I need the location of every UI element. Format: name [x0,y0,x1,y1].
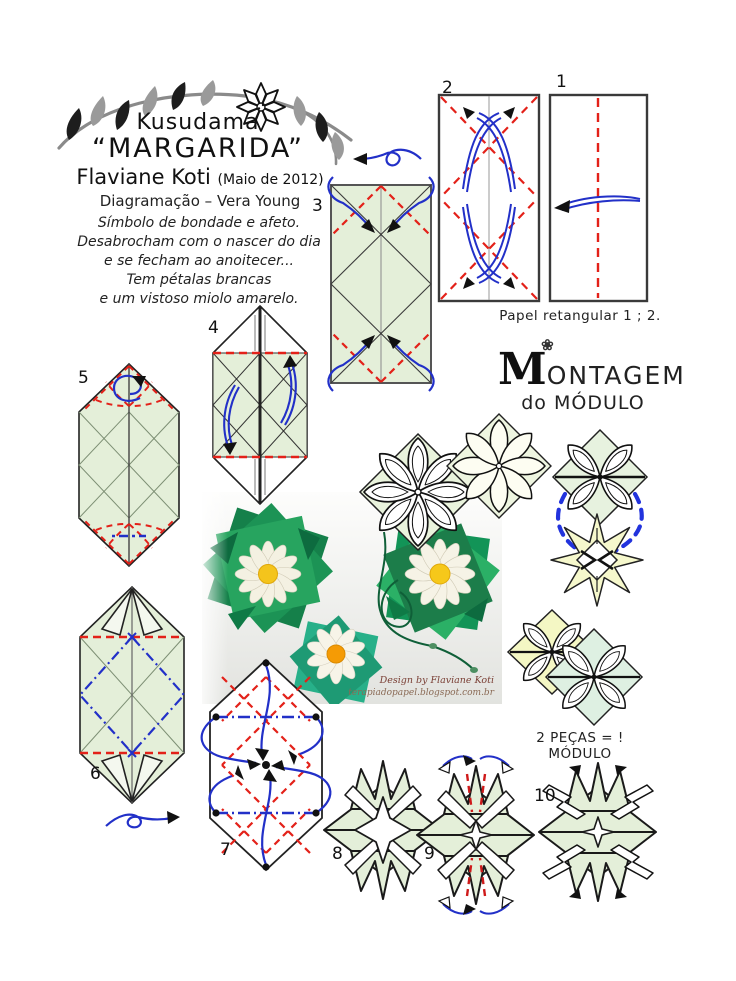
step-2-diagram [437,93,541,305]
step-label-7: 7 [220,840,231,860]
montagem-title-block [498,336,686,414]
description-line: Desabrocham com o nascer do dia [77,234,321,250]
author-name: Flaviane Koti [76,165,211,189]
step-3-diagram [325,145,437,395]
paper-note: Papel retangular 1 ; 2. [499,308,661,324]
description-line: Tem pétalas brancas [126,272,272,288]
step-7-diagram [196,655,336,875]
step-5-diagram [68,360,190,575]
module-equation: 2 PEÇAS = ! MÓDULO [536,730,624,762]
step-label-2: 2 [442,78,453,98]
step-label-9: 9 [424,844,435,864]
description-line: e se fecham ao anoitecer... [104,253,294,269]
diagram-credit: Diagramação – Vera Young [99,192,301,210]
step-label-10: 10 [534,786,556,806]
author-date: (Maio de 2012) [217,172,324,188]
photo-credit-site: terapiadopapel.blogspot.com.br [348,688,494,698]
flower-mark-icon: ❀ [541,336,554,354]
description-line: Símbolo de bondade e afeto. [97,215,301,231]
description-line: e um vistoso miolo amarelo. [99,291,299,307]
step-10-diagram [512,757,682,907]
turn-over-icon [353,150,421,166]
step-4-diagram [203,303,317,511]
step-label-4: 4 [208,318,219,338]
step-label-3: 3 [312,196,323,216]
module-pair-diagram [482,592,657,732]
title-series: Kusudama [136,110,260,135]
step-label-5: 5 [78,368,89,388]
step-6-diagram [68,583,196,838]
step-1-diagram [548,93,650,305]
montagem-subtitle: do MÓDULO [521,392,645,414]
module-flower [553,430,647,524]
montagem-initial: M ❀ [498,336,554,395]
turn-over-icon [106,811,180,827]
description [44,214,354,309]
page-title: “MARGARIDA” [91,133,305,164]
montagem-title: ONTAGEM [546,361,686,390]
step-label-6: 6 [90,764,101,784]
step-label-1: 1 [556,72,567,92]
photo-credit-design: Design by Flaviane Koti [379,675,494,686]
step-label-8: 8 [332,844,343,864]
